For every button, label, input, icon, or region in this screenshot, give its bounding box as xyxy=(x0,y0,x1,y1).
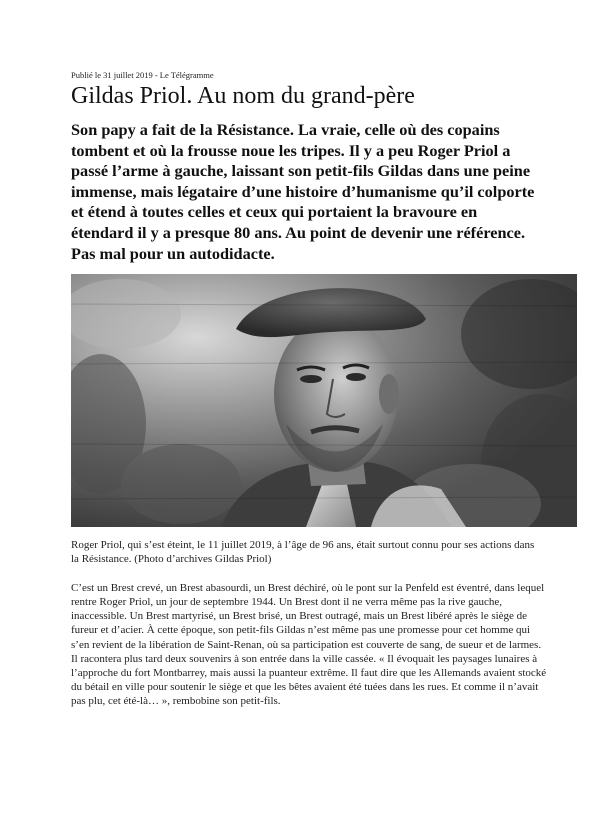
article-title: Gildas Priol. Au nom du grand-père xyxy=(71,83,415,109)
article-lead: Son papy a fait de la Résistance. La vraie, celle où des copains tombent et où la frousse noue les tripes. Il y a peu Roger Priol a passé l’arme à gauche, laissant son petit-fils Gildas dans une peine immense, mais légataire d’une histoire d’humanisme qu’il colporte et étend à toutes celles et ceux qui portaient la bravoure en étendard il y a presque 80 ans. Au point de devenir une référence. Pas mal pour un autodidacte. xyxy=(71,120,535,263)
photo-caption: Roger Priol, qui s’est éteint, le 11 juillet 2019, à l’âge de 96 ans, était surtout connu pour ses actions dans la Résistance. (Photo d’archives Gildas Priol) xyxy=(71,539,535,565)
article-body: C’est un Brest crevé, un Brest abasourdi, un Brest déchiré, où le pont sur la Penfeld est éventré, dans lequel rentre Roger Priol, un jour de septembre 1944. Un Brest dont il ne verra même pas la rive gauche, inaccessible. Un Brest martyrisé, un Brest brisé, un Brest outragé, mais un Brest libéré après le siège de fureur et d’acier. À cette époque, son petit-fils Gildas n’est même pas une promesse pour cet homme qui s’en revient de la libération de Saint-Renan, où sa participation est couverte de sang, de sueur et de larmes. Il racontera plus tard deux souvenirs à son entrée dans la ville cassée. « Il évoquait les paysages lunaires à l’approche du fort Montbarrey, mais aussi la puanteur extrême. Il faut dire que les Allemands avaient stocké du bétail en ville pour soutenir le siège et que les bêtes avaient été tuées dans les rues. Et comme il n’avait pas plu, cet été-là… », rembobine son petit-fils. xyxy=(71,581,547,708)
portrait-photo xyxy=(71,274,577,527)
dateline: Publié le 31 juillet 2019 - Le Télégramme xyxy=(71,70,214,80)
article xyxy=(71,70,577,720)
portrait-illustration xyxy=(71,274,577,527)
